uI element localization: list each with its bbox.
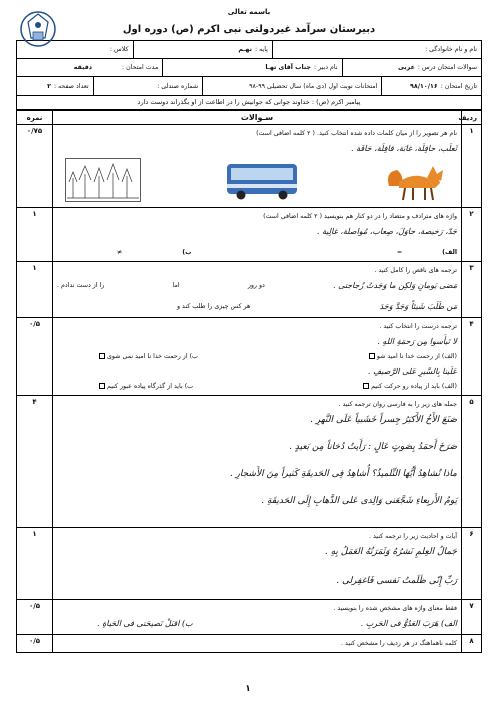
translation-part: را از دست ندادم .	[57, 282, 105, 289]
date-field: تاریخ امتحان : ۹۸/۱۰/۱۶	[381, 77, 481, 95]
arabic-sentence: لا تَیأَسوا مِن رَحمَةِ اللهِ .	[377, 337, 457, 346]
arabic-sentence: صَنَعَ الأَخُ الأَکبَرُ جِسراً خَشَبیاً عَلَی النَّهرِ .	[310, 415, 457, 425]
teacher-field: نام دبیر : جناب آقای تهـا	[162, 59, 341, 76]
checkbox[interactable]	[369, 353, 375, 359]
question-text: ترجمه های ناقص را کامل کنید .	[374, 267, 457, 274]
checkbox[interactable]	[99, 383, 105, 389]
exam-header	[16, 40, 482, 96]
questions-header: سـوالات	[53, 111, 462, 125]
bus-icon	[225, 158, 299, 204]
question-score: ۱	[17, 528, 53, 600]
translation-part: اما	[172, 282, 180, 289]
arabic-sentence: صَرَخَ أَحمَدُ بِصَوتٍ عَالٍ : رَأَیتُ دُخاناً مِن بَعیدٍ .	[289, 442, 457, 452]
question-row	[17, 528, 482, 600]
question-number: ۳	[462, 262, 482, 318]
question-text: آیات و احادیث زیر را ترجمه کنید .	[369, 533, 457, 540]
arabic-sentence: جَمالُ العِلمِ نَشرُهُ وَثَمَرَتُهُ العَمَلُ بِهِ .	[324, 547, 457, 557]
question-number: ۶	[462, 528, 482, 600]
question-row	[17, 600, 482, 635]
question-score: ۱	[17, 262, 53, 318]
hadith-notice: پیامبر اکرم (ص) : خداوند جوانی که جوانیش را در اطاعت از او بگذراند دوست دارد	[16, 96, 482, 110]
forest-icon	[65, 158, 141, 204]
word-bank: جَدّ، رَخیصة، حاوَلَ، صِعاب، مُواصلة، غالِیة .	[316, 227, 457, 236]
question-text: جمله های زیر را به فارسی روان ترجمه کنید .	[338, 401, 457, 408]
translation-part: هر کس چیزی را طلب کند و	[177, 303, 251, 310]
question-score: ۰/۷۵	[17, 125, 53, 208]
arabic-sentence: ب) اقبَلْ نَصیحَتی فی الحَیاةِ .	[97, 619, 193, 628]
arabic-sentence: مَضی یَومانِ وَلکِن ما وَجَدتُ زُجاجتی .	[333, 281, 457, 290]
row-header: ردیف	[462, 111, 482, 125]
grade-field: پایه : نهـم	[133, 41, 272, 58]
option-a[interactable]: (الف) از رحمت خدا نا امید شو	[367, 350, 457, 363]
table-header-row	[17, 111, 482, 125]
question-score: ۰/۵	[17, 600, 53, 635]
page-number: ۱	[245, 684, 251, 694]
question-number: ۴	[462, 318, 482, 396]
option-a[interactable]: (الف) باید از پیاده رو حرکت کنیم	[361, 380, 457, 393]
question-number: ۱	[462, 125, 482, 208]
question-number: ۸	[462, 635, 482, 653]
score-header: نمره	[17, 111, 53, 125]
fox-icon	[383, 158, 449, 204]
question-row	[17, 125, 482, 208]
duration-field: مدت امتحان : دقیقه	[73, 64, 159, 71]
checkbox[interactable]	[363, 383, 369, 389]
question-row	[17, 318, 482, 396]
question-score: ۱	[17, 208, 53, 262]
subject-field: سوالات امتحان درس : عربی	[342, 59, 481, 76]
translation-part: دو روز	[247, 282, 265, 289]
arabic-sentence: مَن طَلَبَ شَیئاً وَجَدَّ وَجَدَ	[379, 302, 457, 311]
question-row	[17, 635, 482, 653]
arabic-sentence: رَبِّ إِنّی ظَلَمتُ نَفسی فَاغفِرلی .	[336, 576, 457, 586]
bismillah: باسمه تعالی	[227, 8, 271, 16]
question-row	[17, 396, 482, 528]
arabic-sentence: الف) هَرَبَ العَدُوُّ فی الحَربِ .	[360, 619, 457, 628]
checkbox[interactable]	[99, 353, 105, 359]
questions-table	[16, 110, 482, 653]
word-bank: ثَعلَب، حافِلَة، غابَة، قافِلَة، حَافَة .	[351, 144, 457, 153]
school-title: دبیرستان سرآمد غیردولتی نبی اکرم (ص) دوره اول	[122, 24, 376, 35]
question-text: واژه های مترادف و متضاد را در دو کنار هم بنویسید ( ۲ کلمه اضافی است)	[263, 213, 457, 220]
question-text: کلمه ناهماهنگ در هر ردیف را مشخص کنید .	[341, 640, 457, 647]
synonym-label: الف)=	[396, 249, 457, 256]
option-b[interactable]: ب) باید از گذرگاه پیاده عبور کنیم	[97, 380, 193, 393]
question-score: ۴	[17, 396, 53, 528]
arabic-sentence: ماذا تُشاهِدُ أَیُّهَا التِّلمیذُ؟ أُشاهِدُ فِی الحَدیقَةِ کَثیراً مِنَ الأَشجارِ .	[229, 469, 457, 479]
question-text: فقط معنای واژه های مشخص شده را بنویسید .	[333, 605, 457, 612]
antonym-label: ب)≠	[117, 249, 192, 256]
class-field: کلاس :	[109, 46, 129, 53]
page-count-field: تعداد صفحه : ۲	[47, 82, 89, 90]
question-row	[17, 208, 482, 262]
arabic-sentence: یَومُ الأَربِعاءِ شَجَّعَنی وَالِدی عَلی الذَّهابِ إِلَی الحَدیقَةِ .	[261, 496, 457, 506]
arabic-sentence: عَلَینا بِالسَّیرِ عَلی الرَّصیفِ .	[367, 367, 457, 376]
student-name-field: نام و نام خانوادگی :	[272, 41, 481, 58]
school-logo-icon	[18, 10, 58, 48]
question-number: ۵	[462, 396, 482, 528]
question-row	[17, 262, 482, 318]
seat-number-field: شماره صندلی :	[93, 77, 203, 95]
option-b[interactable]: ب) از رحمت خدا نا امید نمی شوی	[97, 350, 198, 363]
question-number: ۷	[462, 600, 482, 635]
question-score: ۰/۵	[17, 318, 53, 396]
exam-session: امتحانات نوبت اول (دی ماه) سال تحصیلی ۹۹-۹۸	[202, 77, 381, 95]
question-text: ترجمه درست را انتخاب کنید .	[379, 323, 457, 330]
question-text: نام هر تصویر را از میان کلمات داده شده انتخاب کنید. ( ۲ کلمه اضافی است)	[256, 130, 457, 137]
question-number: ۲	[462, 208, 482, 262]
question-score: ۰/۵	[17, 635, 53, 653]
